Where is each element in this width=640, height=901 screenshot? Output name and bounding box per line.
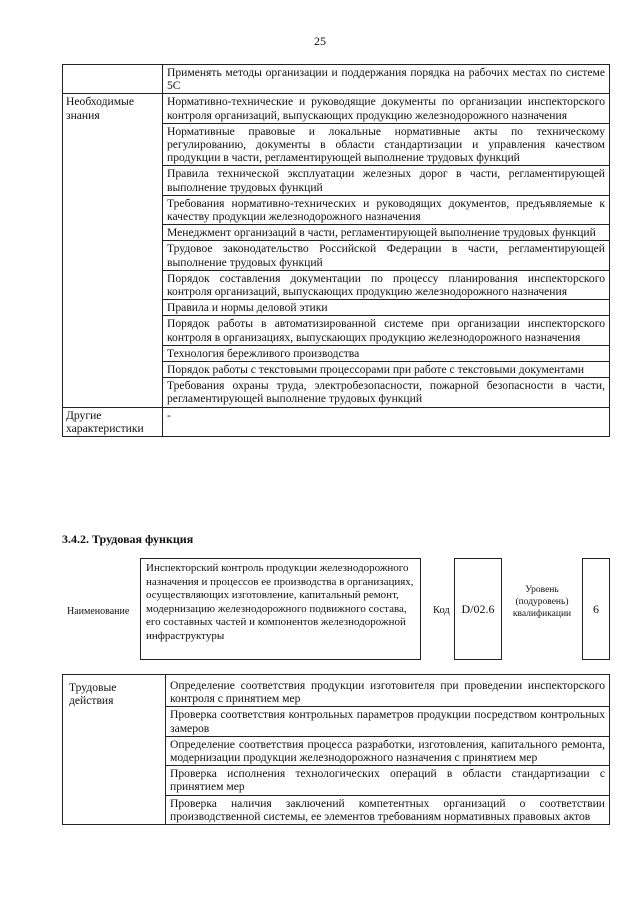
knowledge-table (62, 64, 610, 437)
function-name-value: Инспекторский контроль продукции железнодорожного назначения и процессов ее производства в организациях, осуществляющих изготовление, капитальный ремонт, модернизацию железнодорожного подвижного состава, его составных частей и компонентов железнодорожной инфраструктуры (140, 558, 421, 660)
row-text: Нормативно-технические и руководящие документы по организации инспекторского контроля организаций, выпускающих продукцию железнодорожного назначения (163, 94, 610, 123)
qualification-level-label: Уровень (подуровень) квалификации (512, 585, 572, 619)
row-text: Проверка наличия заключений компетентных организаций о соответствии производственной системы, ее элементов требованиям нормативных правовых актов (166, 795, 610, 824)
row-text: Применять методы организации и поддержания порядка на рабочих местах по системе 5С (163, 65, 610, 94)
row-text: - (163, 407, 610, 436)
code-value: D/02.6 (454, 558, 502, 660)
row-label (63, 65, 163, 94)
table-row (63, 407, 610, 436)
row-text: Определение соответствия процесса разработки, изготовления, капитального ремонта, модернизации продукции железнодорожного назначения с принятием мер (166, 736, 610, 765)
table-row (63, 675, 610, 707)
row-label: Другие характеристики (63, 407, 163, 436)
section-title: 3.4.2. Трудовая функция (62, 532, 194, 546)
labor-actions-table (62, 674, 610, 825)
row-text: Проверка исполнения технологических операций в области стандартизации с принятием мер (166, 766, 610, 795)
row-text: Правила технической эксплуатации железных дорог в части, регламентирующей выполнение трудовых функций (163, 166, 610, 195)
name-label: Наименование (67, 606, 130, 617)
table-row (63, 94, 610, 123)
row-label: Необходимые знания (63, 94, 163, 407)
row-text: Требования нормативно-технических и руководящих документов, предъявляемые к качеству продукции железнодорожного назначения (163, 195, 610, 224)
row-text: Порядок работы в автоматизированной системе при организации инспекторского контроля в организациях, выпускающих продукцию железнодорожного назначения (163, 316, 610, 345)
code-label: Код (433, 605, 450, 616)
page-number: 25 (314, 34, 326, 48)
row-text: Менеджмент организаций в части, регламентирующей выполнение трудовых функций (163, 225, 610, 241)
row-text: Порядок составления документации по процессу планирования инспекторского контроля организаций, выпускающих продукцию железнодорожного назначения (163, 270, 610, 299)
row-label: Трудовые действия (63, 675, 166, 825)
table-row (63, 65, 610, 94)
row-text: Требования охраны труда, электробезопасности, пожарной безопасности в части, регламентирующей выполнение трудовых функций (163, 378, 610, 407)
row-text: Определение соответствия продукции изготовителя при проведении инспекторского контроля с принятием мер (166, 675, 610, 707)
qualification-level-value: 6 (582, 558, 610, 660)
row-text: Нормативные правовые и локальные нормативные акты по техническому регулированию, документы в области стандартизации и управления качеством продукции в части, регламентирующей выполнение трудовых функций (163, 123, 610, 166)
row-text: Проверка соответствия контрольных параметров продукции посредством контрольных замеров (166, 707, 610, 736)
row-text: Технология бережливого производства (163, 345, 610, 361)
row-text: Трудовое законодательство Российской Федерации в части, регламентирующей выполнение трудовых функций (163, 241, 610, 270)
row-text: Правила и нормы деловой этики (163, 300, 610, 316)
row-text: Порядок работы с текстовыми процессорами при работе с текстовыми документами (163, 362, 610, 378)
